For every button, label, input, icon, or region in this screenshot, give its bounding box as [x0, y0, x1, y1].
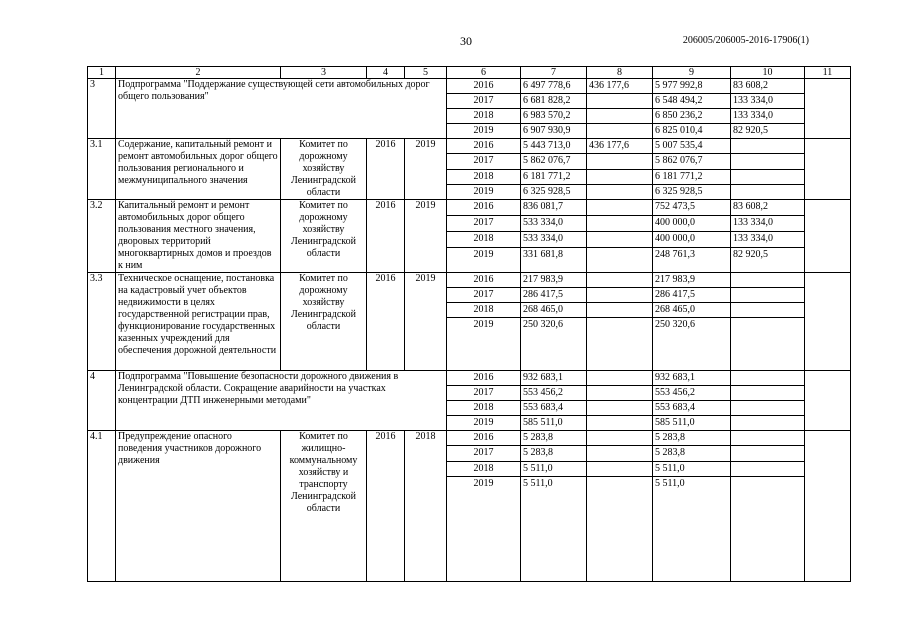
start-year-cell: 2016	[367, 139, 405, 200]
other-cell	[805, 79, 851, 139]
other-cell	[805, 273, 851, 371]
regional-cell: 5 283,8	[653, 431, 731, 446]
row-title: Техническое оснащение, постановка на кадастровый учет объектов недвижимости в целях государственной регистрации прав, функционирование государственных казенных учреждений для обеспечения дорожной деятельности	[116, 273, 281, 371]
federal-cell	[587, 416, 653, 431]
regional-cell: 6 181 771,2	[653, 169, 731, 184]
col-header: 10	[731, 67, 805, 79]
regional-cell: 5 511,0	[653, 477, 731, 582]
col-header: 5	[405, 67, 447, 79]
local-cell	[731, 477, 805, 582]
federal-cell	[587, 124, 653, 139]
year-cell: 2017	[447, 386, 521, 401]
regional-cell: 585 511,0	[653, 416, 731, 431]
year-cell: 2019	[447, 184, 521, 199]
total-cell: 533 334,0	[521, 216, 587, 232]
regional-cell: 6 850 236,2	[653, 109, 731, 124]
year-cell: 2016	[447, 273, 521, 288]
regional-cell: 5 977 992,8	[653, 79, 731, 94]
federal-cell	[587, 273, 653, 288]
federal-cell	[587, 184, 653, 199]
regional-cell: 932 683,1	[653, 371, 731, 386]
year-cell: 2016	[447, 431, 521, 446]
federal-cell	[587, 446, 653, 461]
local-cell	[731, 154, 805, 169]
col-header: 1	[88, 67, 116, 79]
regional-cell: 250 320,6	[653, 318, 731, 371]
regional-cell: 400 000,0	[653, 232, 731, 248]
column-number-row	[88, 67, 851, 79]
total-cell: 5 862 076,7	[521, 154, 587, 169]
year-cell: 2018	[447, 401, 521, 416]
local-cell	[731, 288, 805, 303]
local-cell	[731, 371, 805, 386]
total-cell: 553 683,4	[521, 401, 587, 416]
executor-cell: Комитет по дорожному хозяйству Ленинградской области	[281, 200, 367, 273]
document-id: 206005/206005-2016-17906(1)	[682, 35, 809, 46]
total-cell: 5 443 713,0	[521, 139, 587, 154]
federal-cell	[587, 303, 653, 318]
start-year-cell: 2016	[367, 273, 405, 371]
local-cell	[731, 273, 805, 288]
row-title: Подпрограмма "Поддержание существующей сети автомобильных дорог общего пользования"	[116, 79, 447, 139]
year-cell: 2016	[447, 139, 521, 154]
total-cell: 6 497 778,6	[521, 79, 587, 94]
federal-cell	[587, 431, 653, 446]
budget-table	[87, 66, 851, 582]
local-cell	[731, 139, 805, 154]
total-cell: 533 334,0	[521, 232, 587, 248]
year-cell: 2017	[447, 154, 521, 169]
local-cell: 82 920,5	[731, 248, 805, 273]
year-cell: 2017	[447, 94, 521, 109]
federal-cell	[587, 248, 653, 273]
col-header: 2	[116, 67, 281, 79]
regional-cell: 5 511,0	[653, 461, 731, 476]
total-cell: 5 283,8	[521, 446, 587, 461]
regional-cell: 400 000,0	[653, 216, 731, 232]
end-year-cell: 2019	[405, 139, 447, 200]
year-cell: 2016	[447, 371, 521, 386]
end-year-cell: 2019	[405, 273, 447, 371]
federal-cell	[587, 154, 653, 169]
start-year-cell: 2016	[367, 431, 405, 582]
local-cell	[731, 303, 805, 318]
local-cell: 83 608,2	[731, 200, 805, 216]
federal-cell	[587, 461, 653, 476]
table-row	[88, 273, 851, 288]
federal-cell	[587, 318, 653, 371]
federal-cell: 436 177,6	[587, 139, 653, 154]
local-cell	[731, 169, 805, 184]
table-row	[88, 200, 851, 216]
regional-cell: 553 456,2	[653, 386, 731, 401]
local-cell	[731, 461, 805, 476]
federal-cell	[587, 477, 653, 582]
total-cell: 5 511,0	[521, 461, 587, 476]
start-year-cell: 2016	[367, 200, 405, 273]
regional-cell: 752 473,5	[653, 200, 731, 216]
year-cell: 2018	[447, 461, 521, 476]
federal-cell	[587, 216, 653, 232]
total-cell: 836 081,7	[521, 200, 587, 216]
federal-cell	[587, 288, 653, 303]
table-row	[88, 431, 851, 446]
total-cell: 6 983 570,2	[521, 109, 587, 124]
end-year-cell: 2019	[405, 200, 447, 273]
local-cell: 133 334,0	[731, 232, 805, 248]
total-cell: 286 417,5	[521, 288, 587, 303]
executor-cell: Комитет по дорожному хозяйству Ленинградской области	[281, 273, 367, 371]
total-cell: 5 283,8	[521, 431, 587, 446]
regional-cell: 6 548 494,2	[653, 94, 731, 109]
col-header: 3	[281, 67, 367, 79]
local-cell: 82 920,5	[731, 124, 805, 139]
local-cell	[731, 446, 805, 461]
table-row	[88, 371, 851, 386]
page-number: 30	[460, 34, 472, 48]
other-cell	[805, 431, 851, 582]
total-cell: 217 983,9	[521, 273, 587, 288]
year-cell: 2017	[447, 288, 521, 303]
local-cell	[731, 416, 805, 431]
year-cell: 2016	[447, 79, 521, 94]
year-cell: 2018	[447, 169, 521, 184]
row-number: 4	[88, 371, 116, 431]
other-cell	[805, 200, 851, 273]
regional-cell: 248 761,3	[653, 248, 731, 273]
regional-cell: 6 325 928,5	[653, 184, 731, 199]
row-title: Содержание, капитальный ремонт и ремонт автомобильных дорог общего пользования регионального и межмуниципального значения	[116, 139, 281, 200]
year-cell: 2018	[447, 303, 521, 318]
local-cell: 133 334,0	[731, 109, 805, 124]
federal-cell	[587, 200, 653, 216]
end-year-cell: 2018	[405, 431, 447, 582]
year-cell: 2016	[447, 200, 521, 216]
year-cell: 2019	[447, 124, 521, 139]
local-cell: 83 608,2	[731, 79, 805, 94]
year-cell: 2019	[447, 248, 521, 273]
regional-cell: 5 007 535,4	[653, 139, 731, 154]
total-cell: 585 511,0	[521, 416, 587, 431]
total-cell: 6 681 828,2	[521, 94, 587, 109]
federal-cell	[587, 94, 653, 109]
row-number: 3.2	[88, 200, 116, 273]
total-cell: 932 683,1	[521, 371, 587, 386]
row-number: 3.3	[88, 273, 116, 371]
total-cell: 6 181 771,2	[521, 169, 587, 184]
federal-cell	[587, 109, 653, 124]
federal-cell: 436 177,6	[587, 79, 653, 94]
row-title: Капитальный ремонт и ремонт автомобильных дорог общего пользования местного значения, дворовых территорий многоквартирных домов и проездов к ним	[116, 200, 281, 273]
local-cell	[731, 431, 805, 446]
executor-cell: Комитет по жилищно-коммунальному хозяйству и транспорту Ленинградской области	[281, 431, 367, 582]
row-number: 3.1	[88, 139, 116, 200]
year-cell: 2017	[447, 216, 521, 232]
other-cell	[805, 371, 851, 431]
total-cell: 331 681,8	[521, 248, 587, 273]
local-cell	[731, 386, 805, 401]
col-header: 8	[587, 67, 653, 79]
executor-cell: Комитет по дорожному хозяйству Ленинградской области	[281, 139, 367, 200]
local-cell: 133 334,0	[731, 94, 805, 109]
local-cell	[731, 318, 805, 371]
regional-cell: 5 862 076,7	[653, 154, 731, 169]
federal-cell	[587, 401, 653, 416]
total-cell: 5 511,0	[521, 477, 587, 582]
year-cell: 2019	[447, 318, 521, 371]
federal-cell	[587, 371, 653, 386]
total-cell: 250 320,6	[521, 318, 587, 371]
regional-cell: 6 825 010,4	[653, 124, 731, 139]
year-cell: 2018	[447, 109, 521, 124]
total-cell: 553 456,2	[521, 386, 587, 401]
row-title: Предупреждение опасного поведения участников дорожного движения	[116, 431, 281, 582]
local-cell	[731, 401, 805, 416]
col-header: 7	[521, 67, 587, 79]
row-number: 3	[88, 79, 116, 139]
col-header: 4	[367, 67, 405, 79]
table-row	[88, 139, 851, 154]
col-header: 11	[805, 67, 851, 79]
year-cell: 2019	[447, 416, 521, 431]
total-cell: 268 465,0	[521, 303, 587, 318]
regional-cell: 217 983,9	[653, 273, 731, 288]
federal-cell	[587, 232, 653, 248]
regional-cell: 5 283,8	[653, 446, 731, 461]
local-cell	[731, 184, 805, 199]
row-number: 4.1	[88, 431, 116, 582]
regional-cell: 286 417,5	[653, 288, 731, 303]
total-cell: 6 325 928,5	[521, 184, 587, 199]
regional-cell: 268 465,0	[653, 303, 731, 318]
federal-cell	[587, 386, 653, 401]
local-cell: 133 334,0	[731, 216, 805, 232]
regional-cell: 553 683,4	[653, 401, 731, 416]
year-cell: 2018	[447, 232, 521, 248]
federal-cell	[587, 169, 653, 184]
row-title: Подпрограмма "Повышение безопасности дорожного движения в Ленинградской области. Сокращение аварийности на участках концентрации ДТП инженерными методами"	[116, 371, 447, 431]
other-cell	[805, 139, 851, 200]
year-cell: 2017	[447, 446, 521, 461]
col-header: 9	[653, 67, 731, 79]
year-cell: 2019	[447, 477, 521, 582]
col-header: 6	[447, 67, 521, 79]
total-cell: 6 907 930,9	[521, 124, 587, 139]
table-row	[88, 79, 851, 94]
